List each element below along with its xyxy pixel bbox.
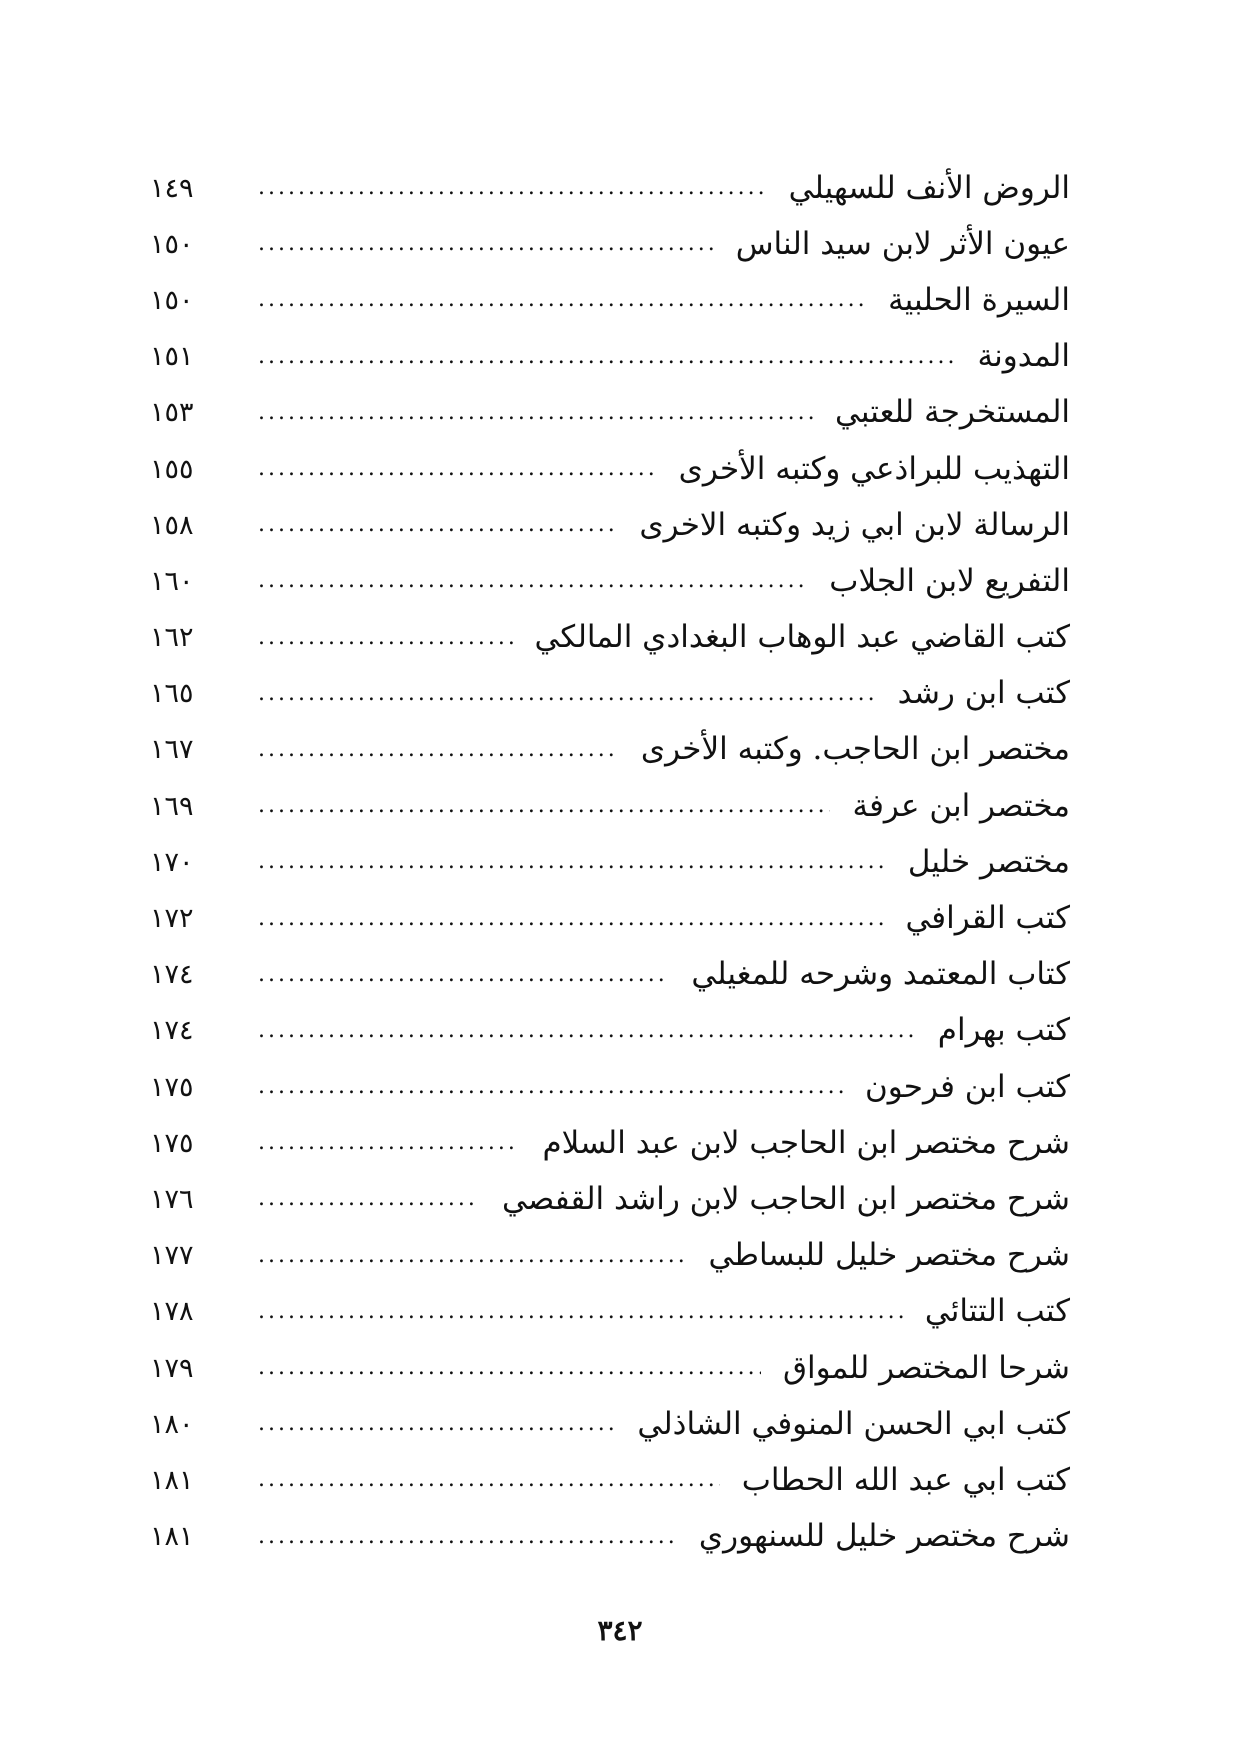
dot-leader <box>258 289 866 311</box>
toc-entry <box>150 553 1070 609</box>
toc-entry-page: ١٥٠ <box>150 284 194 316</box>
toc-entry <box>150 1059 1070 1115</box>
dot-leader <box>258 1188 480 1210</box>
toc-entry <box>150 947 1070 1003</box>
toc-entry <box>150 610 1070 666</box>
dot-leader <box>258 177 767 199</box>
toc-entry-page: ١٥١ <box>150 341 194 373</box>
toc-entry <box>150 1452 1070 1508</box>
dot-leader <box>258 1413 615 1435</box>
toc-entry-title: كتب التتائي <box>924 1293 1070 1330</box>
toc-entry <box>150 1340 1070 1396</box>
dot-leader <box>258 1469 720 1491</box>
toc-entry <box>150 497 1070 553</box>
toc-entry-title: شرح مختصر ابن الحاجب لابن راشد القفصي <box>501 1180 1070 1217</box>
dot-leader <box>258 1132 520 1154</box>
dot-leader <box>258 346 956 368</box>
toc-entry-title: المدونة <box>977 338 1070 375</box>
toc-entry-page: ١٧٥ <box>150 1071 194 1103</box>
toc-entry-page: ١٧٩ <box>150 1352 194 1384</box>
dot-leader <box>258 514 617 536</box>
dot-leader <box>258 1526 677 1548</box>
dot-leader <box>258 1245 686 1267</box>
toc-entry-page: ١٦٠ <box>150 565 194 597</box>
toc-entry-page: ١٥٨ <box>150 509 194 541</box>
toc-entry <box>150 722 1070 778</box>
toc-entry <box>150 1396 1070 1452</box>
toc-entry-page: ١٥٥ <box>150 453 194 485</box>
toc-entry <box>150 385 1070 441</box>
toc-entry <box>150 1284 1070 1340</box>
toc-entry <box>150 441 1070 497</box>
toc-entry-page: ١٧٧ <box>150 1240 194 1272</box>
dot-leader <box>258 795 830 817</box>
toc-entry-page: ١٧٠ <box>150 846 194 878</box>
toc-entry-page: ١٨١ <box>150 1464 194 1496</box>
toc-entry-title: كتاب المعتمد وشرحه للمغيلي <box>691 956 1070 993</box>
toc-entry-title: شرح مختصر ابن الحاجب لابن عبد السلام <box>542 1124 1070 1161</box>
toc-entry-page: ١٥٣ <box>150 397 194 429</box>
toc-entry-title: التفريع لابن الجلاب <box>829 562 1070 599</box>
toc-entry-title: كتب القاضي عبد الوهاب البغدادي المالكي <box>534 619 1070 656</box>
toc-entry <box>150 1509 1070 1565</box>
toc-entry <box>150 1228 1070 1284</box>
toc-entry-title: كتب ابي عبد الله الحطاب <box>741 1461 1070 1498</box>
toc-entry-page: ١٦٢ <box>150 622 194 654</box>
dot-leader <box>258 683 876 705</box>
toc-entry-page: ١٧٢ <box>150 903 194 935</box>
dot-leader <box>258 851 886 873</box>
dot-leader <box>258 627 513 649</box>
toc-entry <box>150 160 1070 216</box>
toc-entry-page: ١٧٥ <box>150 1127 194 1159</box>
dot-leader <box>258 233 714 255</box>
toc-entry-page: ١٧٤ <box>150 959 194 991</box>
toc-entry <box>150 329 1070 385</box>
toc-entry <box>150 1003 1070 1059</box>
toc-entry-title: عيون الأثر لابن سيد الناس <box>735 225 1070 262</box>
toc-entry-page: ١٧٨ <box>150 1296 194 1328</box>
toc-entry-page: ١٨٠ <box>150 1408 194 1440</box>
toc-entry <box>150 1115 1070 1171</box>
toc-entry <box>150 666 1070 722</box>
toc-entry-title: الرسالة لابن ابي زيد وكتبه الاخرى <box>639 506 1070 543</box>
toc-entry <box>150 834 1070 890</box>
toc-entry <box>150 890 1070 946</box>
toc-entry-title: التهذيب للبراذعي وكتبه الأخرى <box>678 450 1070 487</box>
dot-leader <box>258 908 883 930</box>
toc-entry-title: كتب ابن رشد <box>897 675 1070 712</box>
toc-entry-title: السيرة الحلبية <box>888 281 1070 318</box>
dot-leader <box>258 964 669 986</box>
toc-entry-title: مختصر ابن عرفة <box>852 787 1070 824</box>
dot-leader <box>258 570 807 592</box>
dot-leader <box>258 739 619 761</box>
toc-entry-title: شرح مختصر خليل للسنهوري <box>698 1518 1070 1555</box>
toc-entry-title: شرحا المختصر للمواق <box>782 1349 1070 1386</box>
toc-entry-title: كتب ابن فرحون <box>865 1068 1070 1105</box>
toc-entry <box>150 778 1070 834</box>
toc-entry-page: ١٦٧ <box>150 734 194 766</box>
toc-entry <box>150 272 1070 328</box>
toc-entry-title: شرح مختصر خليل للبساطي <box>708 1237 1070 1274</box>
dot-leader <box>258 1076 843 1098</box>
dot-leader <box>258 1020 916 1042</box>
toc-entry-page: ١٥٠ <box>150 228 194 260</box>
toc-entry-page: ١٤٩ <box>150 172 194 204</box>
toc-entry-page: ١٦٩ <box>150 790 194 822</box>
toc-entry-title: مختصر خليل <box>907 843 1070 880</box>
dot-leader <box>258 458 657 480</box>
toc-entry-title: كتب ابي الحسن المنوفي الشاذلي <box>637 1405 1070 1442</box>
toc-entry-title: مختصر ابن الحاجب. وكتبه الأخرى <box>640 731 1070 768</box>
toc-entry-page: ١٨١ <box>150 1521 194 1553</box>
toc-entry-title: كتب بهرام <box>937 1012 1070 1049</box>
toc-entry-title: الروض الأنف للسهيلي <box>788 169 1070 206</box>
dot-leader <box>258 1357 761 1379</box>
toc-entry <box>150 216 1070 272</box>
dot-leader <box>258 1301 903 1323</box>
toc-entry-title: المستخرجة للعتبي <box>835 394 1070 431</box>
toc-entry <box>150 1171 1070 1227</box>
toc-entry-page: ١٧٤ <box>150 1015 194 1047</box>
table-of-contents <box>150 160 1070 1565</box>
toc-entry-page: ١٦٥ <box>150 678 194 710</box>
page-number: ٣٤٢ <box>597 1614 643 1647</box>
toc-entry-title: كتب القرافي <box>905 900 1070 937</box>
toc-entry-page: ١٧٦ <box>150 1183 194 1215</box>
dot-leader <box>258 402 813 424</box>
